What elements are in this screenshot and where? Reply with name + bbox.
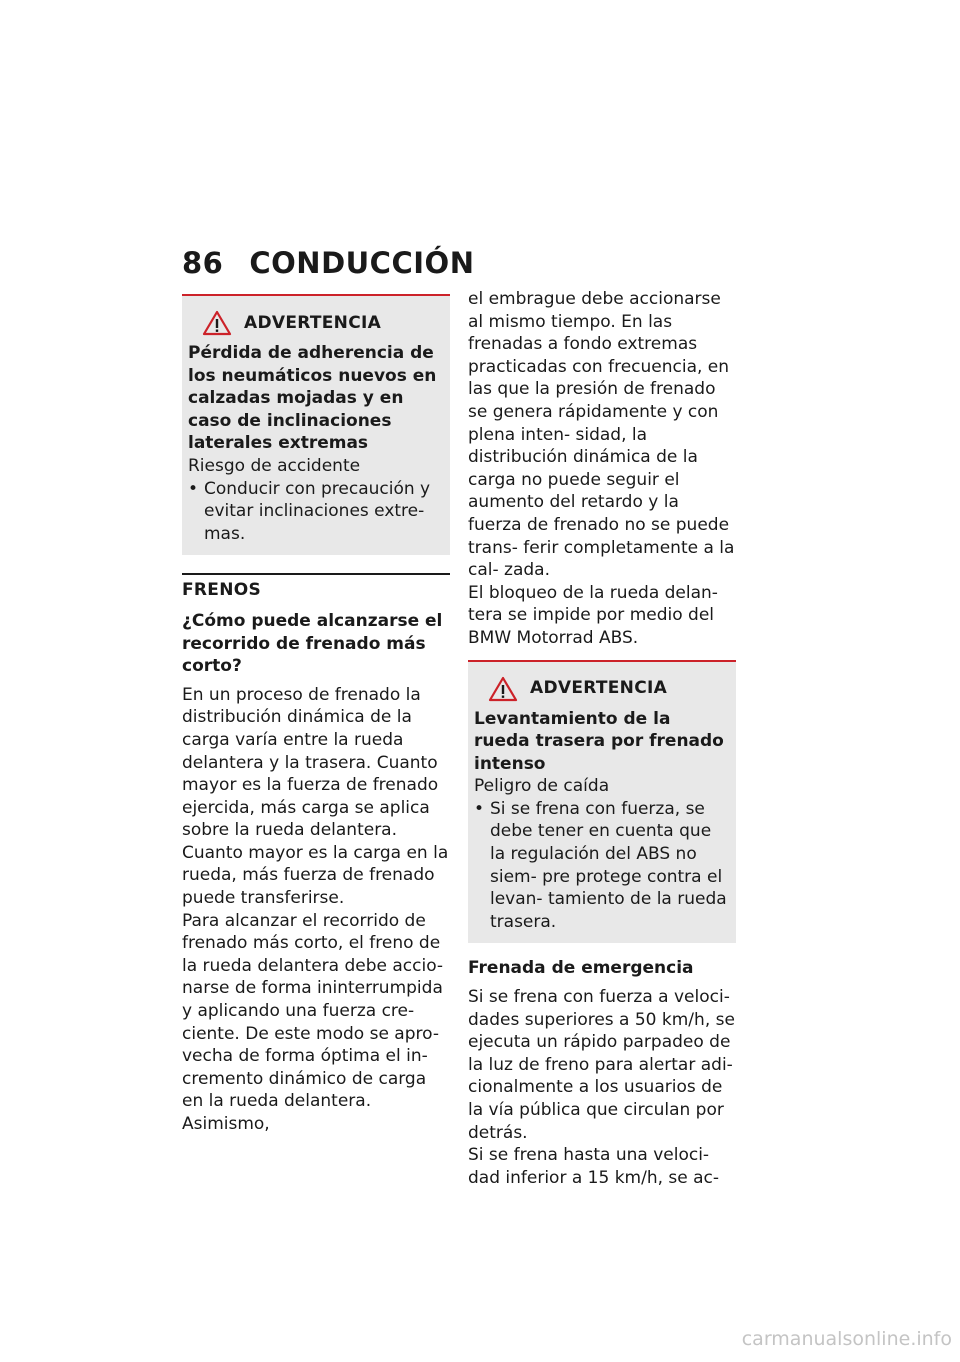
warning-triangle-icon xyxy=(488,676,518,702)
body-paragraph: El bloqueo de la rueda delan- tera se impide por medio del BMW Motorrad ABS. xyxy=(468,582,718,648)
chapter-title: CONDUCCIÓN xyxy=(249,246,475,280)
section-title: FRENOS xyxy=(182,580,262,601)
warning-risk: Riesgo de accidente xyxy=(188,455,361,476)
warning-title: Pérdida de adherencia de los neumáticos nuevos en calzadas mojadas y en caso de inclinaciones laterales extremas xyxy=(188,343,437,454)
page-header xyxy=(182,246,474,280)
right-column xyxy=(468,288,736,1189)
subheading: Frenada de emergencia xyxy=(468,958,694,979)
warning-bullet: • Si se frena con fuerza, se debe tener en cuenta que la regulación del ABS no siem- pre protege contra el levan- tamiento de la rueda trasera. xyxy=(474,798,730,934)
warning-title: Levantamiento de la rueda trasera por frenado intenso xyxy=(474,708,724,774)
warning-box xyxy=(182,294,450,555)
warning-box xyxy=(468,660,736,944)
body-paragraph: Para alcanzar el recorrido de frenado más corto, el freno de la rueda delantera debe accio- narse de forma ininterrumpida y aplicando una fuerza cre- ciente. De este modo se apro- vecha de forma óptima el in- cremento dinámico de carga en la rueda delantera. Asimismo, xyxy=(182,910,444,1134)
left-column xyxy=(182,294,450,1136)
body-paragraph: el embrague debe accionarse al mismo tiempo. En las frenadas a fondo extremas practicadas con frecuencia, en las que la presión de frenado se genera rápidamente y con plena inten- sidad, la distribución dinámica de la carga no puede seguir el aumento del retardo y la fuerza de frenado no se puede trans- ferir completamente a la cal- zada. xyxy=(468,289,735,581)
page-number: 86 xyxy=(182,246,224,280)
section-divider xyxy=(182,573,450,602)
warning-bullet: • Conducir con precaución y evitar inclinaciones extre- mas. xyxy=(188,478,444,546)
watermark: carmanualsonline.info xyxy=(741,1328,952,1350)
warning-header xyxy=(474,676,730,702)
body-paragraph: Si se frena con fuerza a veloci- dades superiores a 50 km/h, se ejecuta un rápido parpadeo de la luz de freno para alertar adi- cionalmente a los usuarios de la vía pública que circulan por detrás. xyxy=(468,987,735,1143)
subheading: ¿Cómo puede alcanzarse el recorrido de frenado más corto? xyxy=(182,610,443,677)
warning-risk: Peligro de caída xyxy=(474,776,610,797)
warning-header xyxy=(188,310,444,336)
warning-bullet-text: Si se frena con fuerza, se debe tener en cuenta que la regulación del ABS no siem- pre protege contra el levan- tamiento de la rueda trasera. xyxy=(490,798,727,932)
warning-bullet-text: Conducir con precaución y evitar inclinaciones extre- mas. xyxy=(204,478,431,544)
body-paragraph: Si se frena hasta una veloci- dad inferior a 15 km/h, se ac- xyxy=(468,1145,720,1188)
warning-triangle-icon xyxy=(202,310,232,336)
warning-label: ADVERTENCIA xyxy=(244,312,382,333)
warning-label: ADVERTENCIA xyxy=(530,678,668,699)
body-paragraph: En un proceso de frenado la distribución dinámica de la carga varía entre la rueda delantera y la trasera. Cuanto mayor es la fuerza de frenado ejercida, más carga se aplica sobre la rueda delantera. Cuanto mayor es la carga en la rueda, más fuerza de frenado puede transferirse. xyxy=(182,684,449,909)
